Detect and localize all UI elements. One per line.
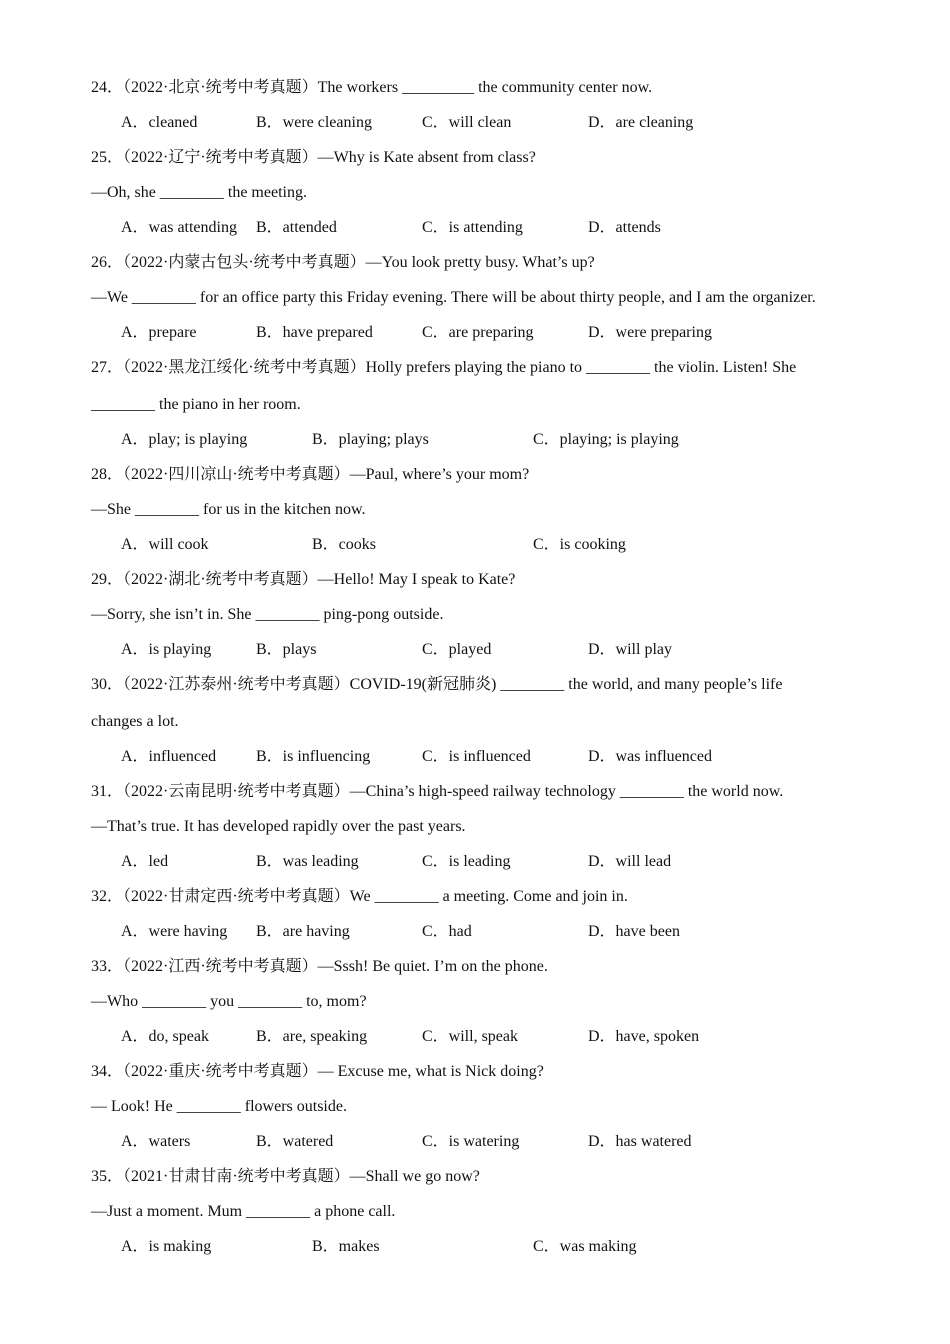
option-b: B．was leading — [256, 853, 359, 870]
question-stem-continuation: —Sorry, she isn’t in. She ________ ping-pong outside. — [91, 606, 444, 623]
option-a: A．prepare — [121, 324, 197, 341]
option-b: B．watered — [256, 1133, 334, 1150]
option-b: B．playing; plays — [312, 431, 429, 448]
question-stem-continuation: —Just a moment. Mum ________ a phone call. — [91, 1203, 396, 1220]
option-a: A．is playing — [121, 641, 212, 658]
option-b: B．are having — [256, 923, 350, 940]
option-c: C．will, speak — [422, 1028, 518, 1045]
question-stem: 31．（2022·云南昆明·统考中考真题）—China’s high-speed railway technology ________ the world now. — [91, 783, 784, 800]
option-a: A．influenced — [121, 748, 217, 765]
option-c: C．are preparing — [422, 324, 534, 341]
option-a: A．will cook — [121, 536, 209, 553]
option-c: C．is watering — [422, 1133, 520, 1150]
option-a: A．waters — [121, 1133, 191, 1150]
option-a: A．is making — [121, 1238, 212, 1255]
option-a: A．cleaned — [121, 114, 198, 131]
question-stem-continuation: changes a lot. — [91, 713, 179, 730]
question-stem: 24．（2022·北京·统考中考真题）The workers _________ the community center now. — [91, 79, 653, 96]
option-d: D．have been — [588, 923, 680, 940]
question-stem-continuation: —Oh, she ________ the meeting. — [91, 184, 307, 201]
question-stem-continuation: — Look! He ________ flowers outside. — [91, 1098, 347, 1115]
option-b: B．were cleaning — [256, 114, 372, 131]
option-c: C．playing; is playing — [533, 431, 679, 448]
option-b: B．makes — [312, 1238, 380, 1255]
option-d: D．attends — [588, 219, 661, 236]
option-a: A．were having — [121, 923, 228, 940]
question-stem: 34．（2022·重庆·统考中考真题）— Excuse me, what is Nick doing? — [91, 1063, 544, 1080]
option-d: D．have, spoken — [588, 1028, 700, 1045]
option-d: D．are cleaning — [588, 114, 694, 131]
question-stem: 33．（2022·江西·统考中考真题）—Sssh! Be quiet. I’m on the phone. — [91, 958, 548, 975]
question-stem: 29．（2022·湖北·统考中考真题）—Hello! May I speak to Kate? — [91, 571, 516, 588]
question-stem-continuation: —Who ________ you ________ to, mom? — [91, 993, 367, 1010]
option-c: C．will clean — [422, 114, 512, 131]
question-stem-continuation: ________ the piano in her room. — [91, 396, 301, 413]
option-c: C．is leading — [422, 853, 511, 870]
option-b: B．plays — [256, 641, 317, 658]
option-a: A．led — [121, 853, 169, 870]
option-c: C．was making — [533, 1238, 637, 1255]
question-stem-continuation: —She ________ for us in the kitchen now. — [91, 501, 366, 518]
option-d: D．will lead — [588, 853, 672, 870]
question-stem: 28．（2022·四川凉山·统考中考真题）—Paul, where’s your mom? — [91, 466, 530, 483]
question-stem: 25．（2022·辽宁·统考中考真题）—Why is Kate absent from class? — [91, 149, 536, 166]
question-stem: 35．（2021·甘肃甘南·统考中考真题）—Shall we go now? — [91, 1168, 480, 1185]
option-b: B．are, speaking — [256, 1028, 368, 1045]
option-c: C．is influenced — [422, 748, 531, 765]
option-d: D．were preparing — [588, 324, 712, 341]
question-stem: 26．（2022·内蒙古包头·统考中考真题）—You look pretty busy. What’s up? — [91, 254, 595, 271]
option-b: B．have prepared — [256, 324, 373, 341]
option-a: A．was attending — [121, 219, 237, 236]
option-b: B．cooks — [312, 536, 377, 553]
question-stem: 32．（2022·甘肃定西·统考中考真题）We ________ a meeting. Come and join in. — [91, 888, 628, 905]
option-b: B．is influencing — [256, 748, 371, 765]
question-stem: 27．（2022·黑龙江绥化·统考中考真题）Holly prefers playing the piano to ________ the violin. Listen! She — [91, 359, 797, 376]
option-d: D．has watered — [588, 1133, 692, 1150]
option-c: C．had — [422, 923, 472, 940]
question-stem-continuation: —That’s true. It has developed rapidly over the past years. — [91, 818, 466, 835]
option-c: C．played — [422, 641, 492, 658]
question-stem: 30．（2022·江苏泰州·统考中考真题）COVID-19(新冠肺炎) ________ the world, and many people’s life — [91, 676, 783, 693]
option-c: C．is attending — [422, 219, 523, 236]
option-a: A．play; is playing — [121, 431, 248, 448]
question-stem-continuation: —We ________ for an office party this Friday evening. There will be about thirty people, and I am the organizer. — [91, 289, 816, 306]
option-c: C．is cooking — [533, 536, 626, 553]
option-d: D．will play — [588, 641, 672, 658]
option-d: D．was influenced — [588, 748, 712, 765]
option-b: B．attended — [256, 219, 337, 236]
option-a: A．do, speak — [121, 1028, 209, 1045]
